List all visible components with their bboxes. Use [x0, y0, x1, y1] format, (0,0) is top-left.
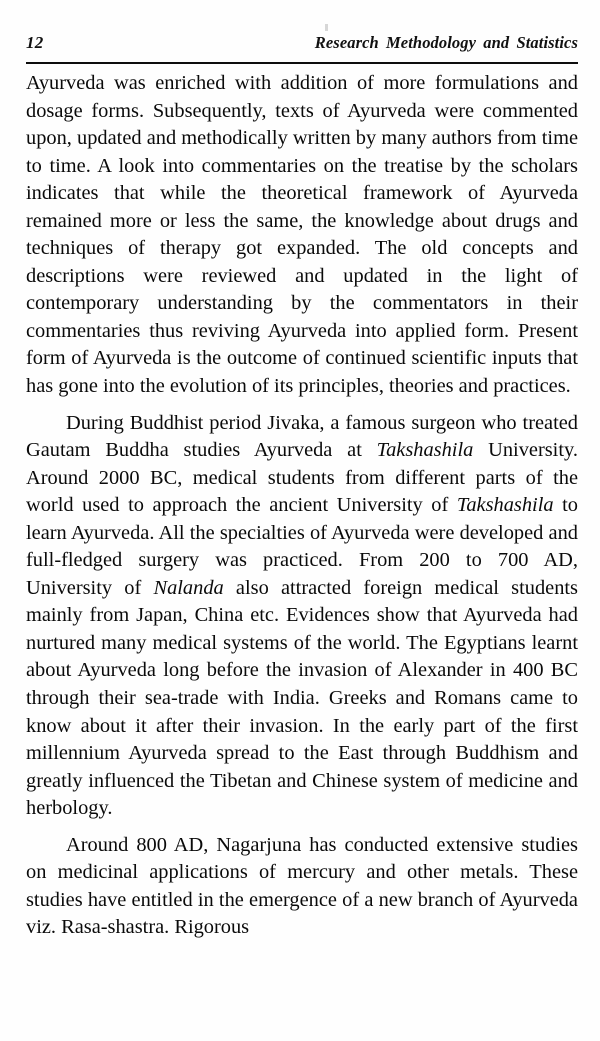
scan-artifact-speck — [325, 24, 328, 31]
italic-term-takshashila-1: Takshashila — [376, 439, 474, 462]
paragraph-1: Ayurveda was enriched with addition of more formulations and dosage forms. Subsequently, texts of Ayurveda were commented upon, updated and methodically written by many authors from time to time. A look into commentaries on the treatise by the scholars indicates that while the theoretical framework of Ayurveda remained more or less the same, the knowledge about drugs and techniques of therapy got expanded. The old concepts and descriptions were reviewed and updated in the light of contemporary understanding by the commentators in their commentaries thus reviving Ayurveda into applied form. Present form of Ayurveda is the outcome of continued scientific inputs that has gone into the evolution of its principles, theories and practices. — [26, 72, 578, 398]
running-head — [26, 33, 578, 57]
paragraph-2-segment-2: University. Around 2000 BC, medical students from different parts of the world used to approach the ancient University of — [26, 439, 578, 517]
paragraph-3: Around 800 AD, Nagarjuna has conducted extensive studies on medicinal applications of mercury and other metals. These studies have entitled in the emergence of a new branch of Ayurveda viz. Rasa-shastra. Rigorous — [26, 833, 578, 939]
page-number: 12 — [26, 33, 44, 52]
paragraph-2-segment-3: to learn Ayurveda. All the specialties of Ayurveda were developed and full-fledged surgery was practiced. From 200 to 700 AD, University of — [26, 494, 578, 599]
italic-term-nalanda: Nalanda — [153, 576, 224, 599]
page-body — [26, 70, 578, 942]
italic-term-takshashila-2: Takshashila — [456, 494, 554, 517]
paragraph-2-segment-4: also attracted foreign medical students mainly from Japan, China etc. Evidences show that Ayurveda had nurtured many medical systems of the world. The Egyptians learnt about Ayurveda long before the invasion of Alexander in 400 BC through their sea-trade with India. Greeks and Romans came to know about it after their invasion. In the early part of the first millennium Ayurveda spread to the East through Buddhism and greatly influenced the Tibetan and Chinese system of medicine and herbology. — [26, 576, 578, 820]
running-title: Research Methodology and Statistics — [314, 33, 578, 52]
paragraph-2 — [26, 410, 578, 823]
paragraph-2-segment-1: During Buddhist period Jivaka, a famous surgeon who treated Gautam Buddha studies Ayurveda at — [26, 411, 578, 462]
header-divider — [26, 62, 578, 64]
